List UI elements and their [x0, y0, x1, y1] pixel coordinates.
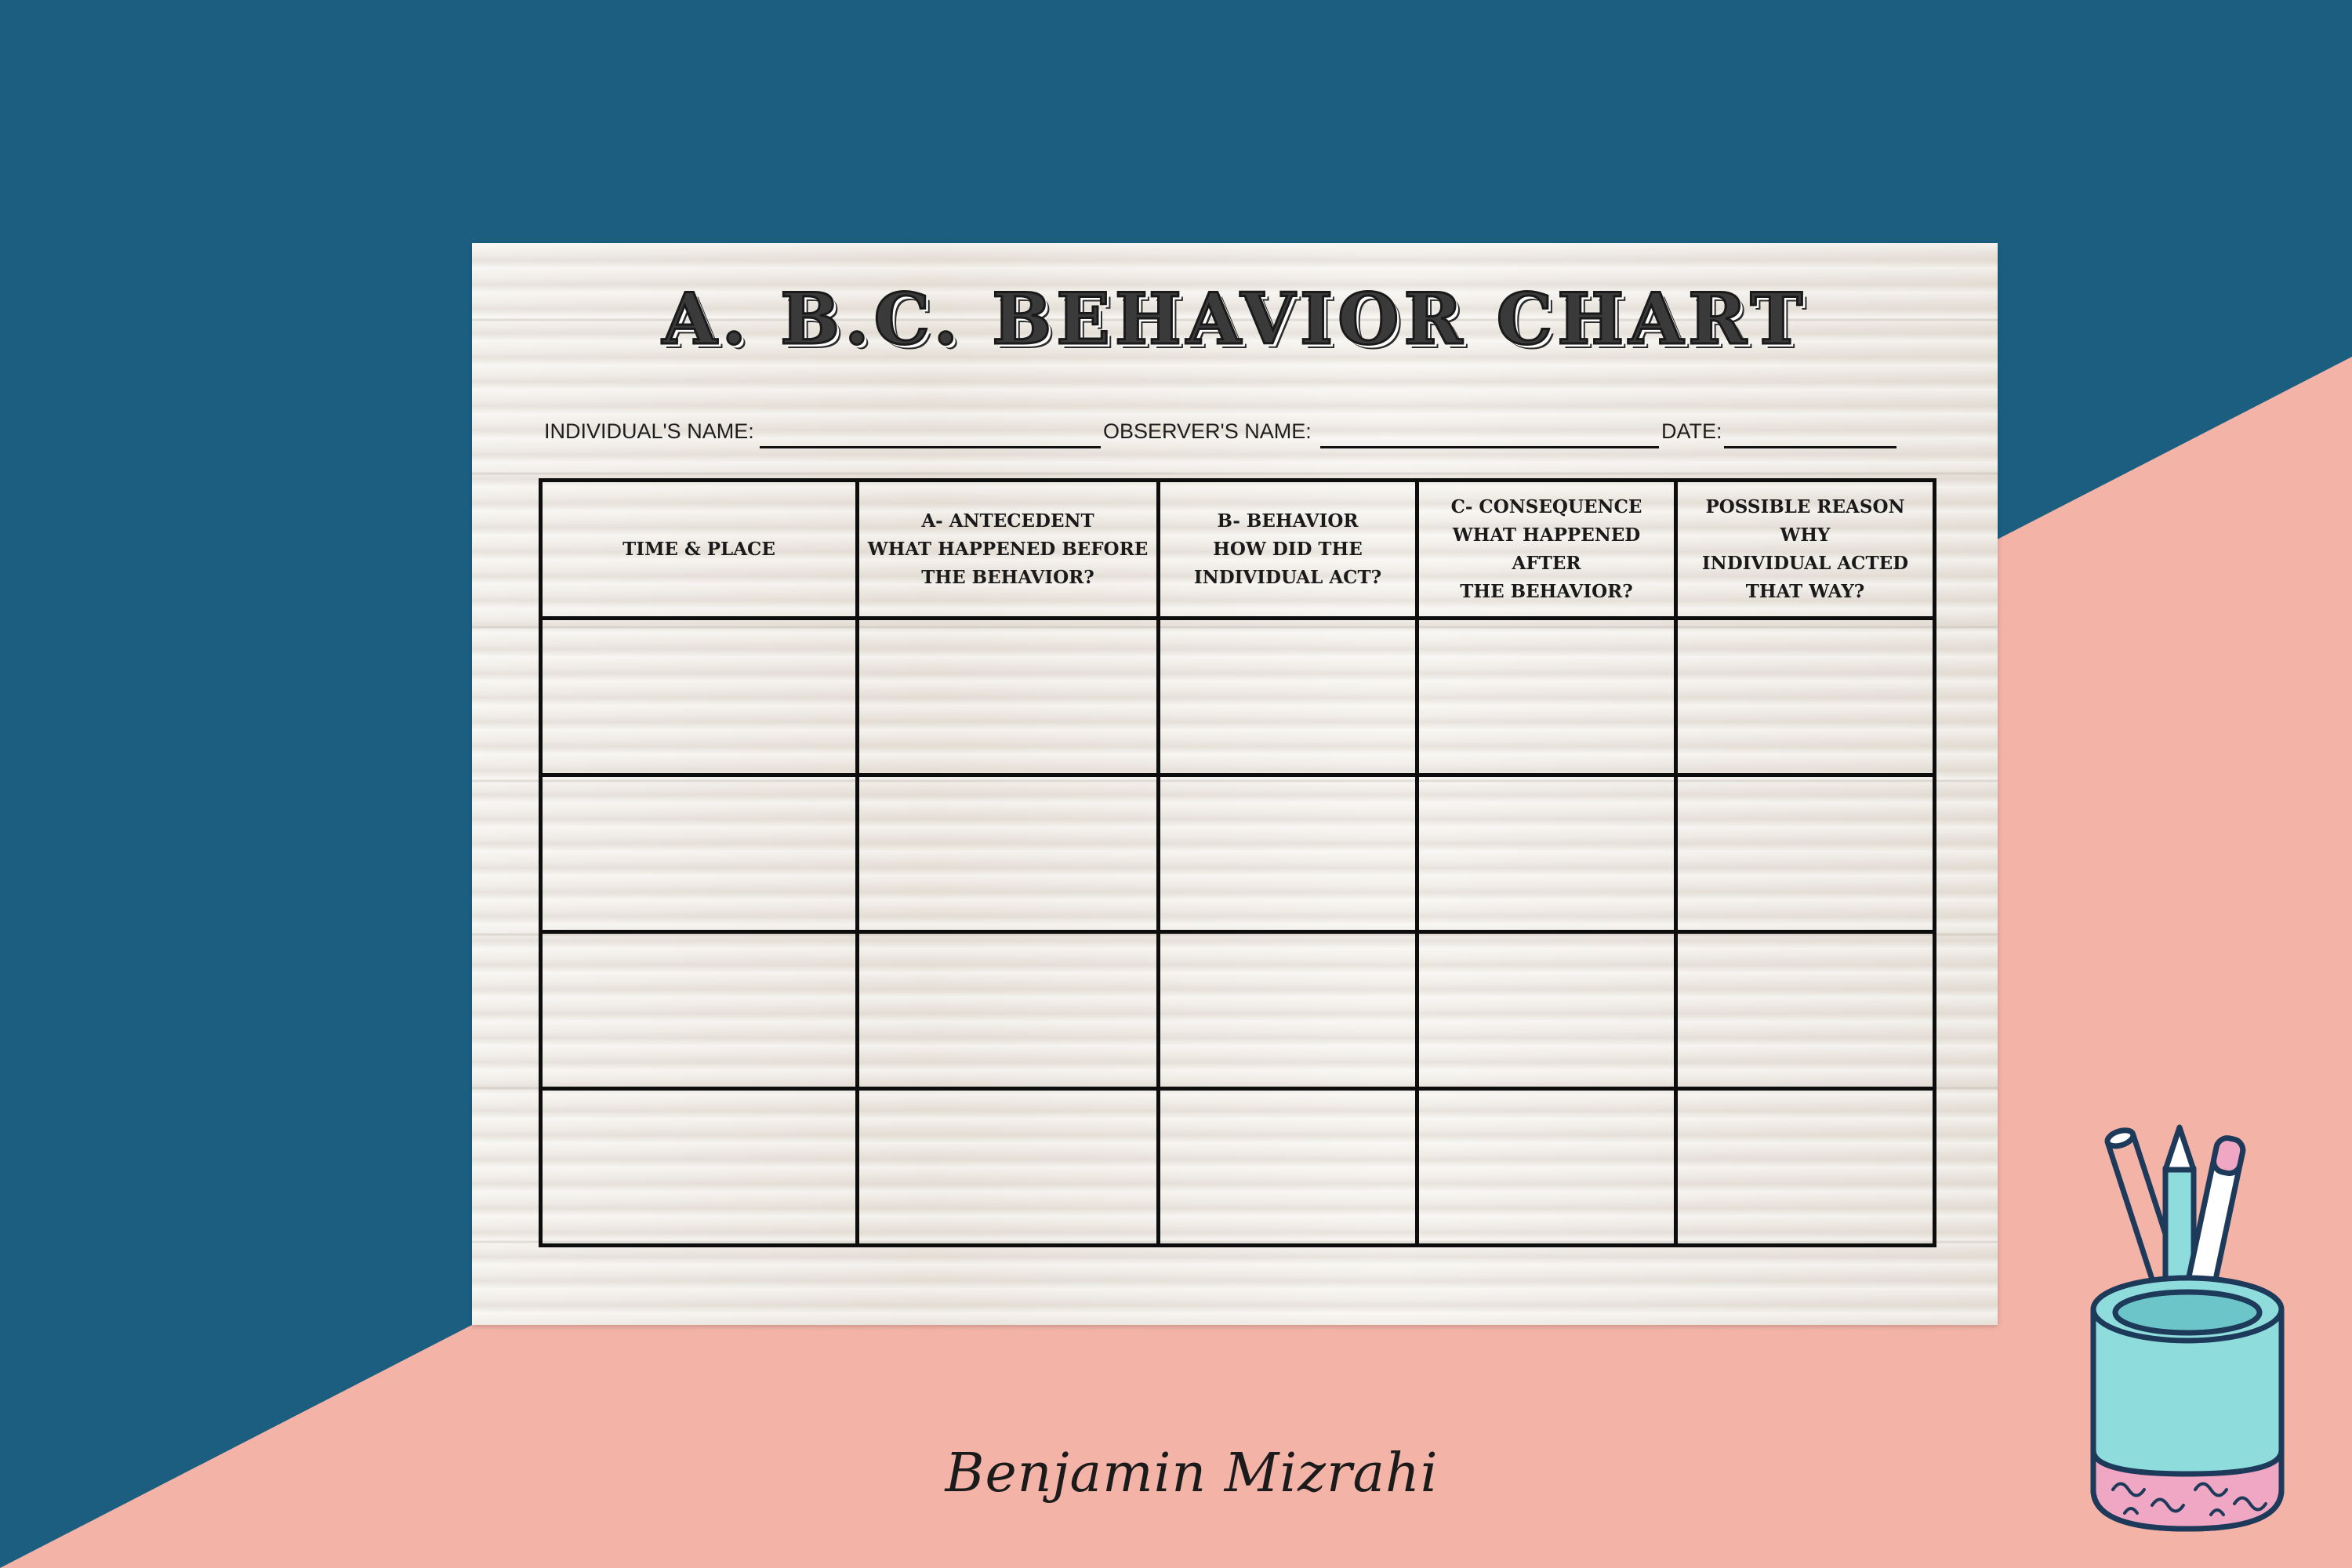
table-cell[interactable] — [1159, 932, 1417, 1089]
table-cell[interactable] — [1159, 619, 1417, 775]
table-header-row — [541, 481, 1935, 619]
table-row — [541, 775, 1935, 932]
date-field[interactable] — [1724, 446, 1896, 448]
table-cell[interactable] — [1417, 619, 1676, 775]
table-cell[interactable] — [1417, 775, 1676, 932]
individual-name-field[interactable] — [760, 446, 1101, 448]
observer-name-field[interactable] — [1320, 446, 1659, 448]
chart-title: A. B.C. BEHAVIOR CHART — [662, 278, 1808, 361]
column-header-time-place: TIME & PLACE — [541, 481, 858, 619]
table-cell[interactable] — [541, 932, 858, 1089]
author-signature: Benjamin Mizrahi — [945, 1443, 1439, 1504]
table-cell[interactable] — [858, 1089, 1159, 1246]
column-header-antecedent: A- ANTECEDENT WHAT HAPPENED BEFORE THE BEHAVIOR? — [858, 481, 1159, 619]
info-fields — [544, 412, 1971, 451]
table-cell[interactable] — [1676, 1089, 1935, 1246]
table-row — [541, 619, 1935, 775]
table-cell[interactable] — [1676, 932, 1935, 1089]
table-cell[interactable] — [858, 619, 1159, 775]
abc-table — [539, 478, 1936, 1247]
observer-name-label: OBSERVER'S NAME: — [1103, 419, 1312, 443]
behavior-chart-sheet — [472, 243, 1998, 1325]
table-cell[interactable] — [1676, 619, 1935, 775]
column-header-possible-reason: POSSIBLE REASON WHY INDIVIDUAL ACTED THAT WAY? — [1676, 481, 1935, 619]
table-cell[interactable] — [858, 932, 1159, 1089]
column-header-consequence: C- CONSEQUENCE WHAT HAPPENED AFTER THE BEHAVIOR? — [1417, 481, 1676, 619]
table-cell[interactable] — [1417, 1089, 1676, 1246]
table-cell[interactable] — [1676, 775, 1935, 932]
column-header-behavior: B- BEHAVIOR HOW DID THE INDIVIDUAL ACT? — [1159, 481, 1417, 619]
table-cell[interactable] — [541, 619, 858, 775]
table-cell[interactable] — [541, 775, 858, 932]
table-cell[interactable] — [1159, 1089, 1417, 1246]
pencil-cup-icon — [2078, 1121, 2313, 1544]
table-row — [541, 932, 1935, 1089]
table-cell[interactable] — [541, 1089, 858, 1246]
table-cell[interactable] — [1417, 932, 1676, 1089]
table-cell[interactable] — [858, 775, 1159, 932]
individual-name-label: INDIVIDUAL'S NAME: — [544, 419, 754, 443]
table-cell[interactable] — [1159, 775, 1417, 932]
date-label: DATE: — [1661, 419, 1722, 443]
table-row — [541, 1089, 1935, 1246]
